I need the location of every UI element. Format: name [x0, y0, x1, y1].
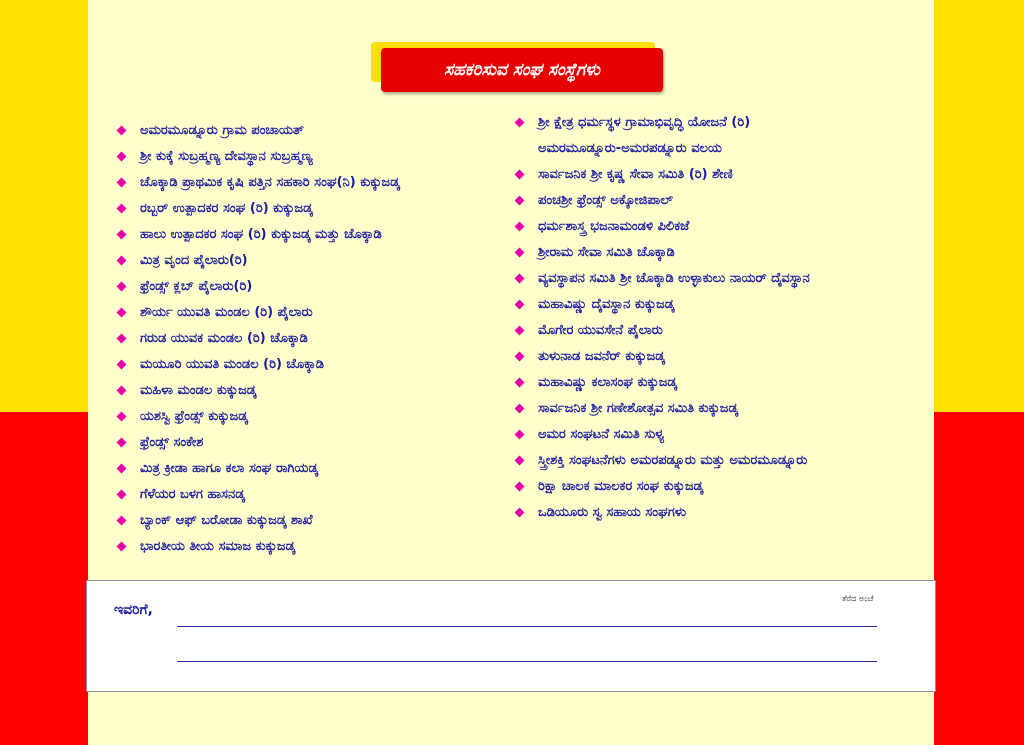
- diamond-bullet-icon: [515, 170, 525, 180]
- diamond-bullet-icon: [515, 430, 525, 440]
- list-item-text: ಒಡಿಯೂರು ಸ್ವ ಸಹಾಯ ಸಂಘಗಳು: [538, 505, 687, 520]
- list-item: [118, 222, 400, 248]
- diamond-bullet-icon: [515, 378, 525, 388]
- diamond-bullet-icon: [117, 516, 127, 526]
- list-item-text: ರಿಕ್ಷಾ ಚಾಲಕ ಮಾಲಕರ ಸಂಘ ಕುಕ್ಕುಜಡ್ಕ: [538, 479, 704, 494]
- diamond-bullet-icon: [515, 222, 525, 232]
- list-item: [118, 404, 400, 430]
- diamond-bullet-icon: [515, 352, 525, 362]
- diamond-bullet-icon: [117, 230, 127, 240]
- diamond-bullet-icon: [117, 126, 127, 136]
- right-red-band: [934, 412, 1024, 745]
- address-box: [86, 580, 936, 692]
- diamond-bullet-icon: [117, 334, 127, 344]
- list-item: [516, 344, 810, 370]
- address-line: [177, 626, 877, 627]
- diamond-bullet-icon: [515, 456, 525, 466]
- list-item-text: ಫ್ರೆಂಡ್ಸ್ ಕ್ಲಬ್ ಪೈಲಾರು(ರಿ): [140, 279, 253, 294]
- list-item: [118, 118, 400, 144]
- list-item-text: ಮಹಾವಿಷ್ಣು ಕಲಾಸಂಘ ಕುಕ್ಕುಜಡ್ಕ: [538, 375, 677, 390]
- list-item-text: ಗರುಡ ಯುವಕ ಮಂಡಲ (ರಿ) ಚೊಕ್ಕಾಡಿ: [140, 331, 308, 346]
- list-item: [516, 240, 810, 266]
- list-item: [118, 326, 400, 352]
- diamond-bullet-icon: [117, 542, 127, 552]
- diamond-bullet-icon: [117, 308, 127, 318]
- list-item: [118, 144, 400, 170]
- list-item-text: ಅಮರಮೂಡ್ನೂರು ಗ್ರಾಮ ಪಂಚಾಯತ್: [140, 123, 304, 138]
- list-item: [118, 508, 400, 534]
- list-item-text: ಪಂಚಶ್ರೀ ಫ್ರೆಂಡ್ಸ್ ಅಕ್ಕೋಜಿಪಾಲ್: [538, 193, 673, 208]
- right-organization-list: [516, 110, 810, 526]
- diamond-bullet-icon: [515, 508, 525, 518]
- diamond-bullet-icon: [117, 282, 127, 292]
- list-item-text: ಸಾರ್ವಜನಿಕ ಶ್ರೀ ಕೃಷ್ಣ ಸೇವಾ ಸಮಿತಿ (ರಿ) ಶೇಣಿ: [538, 167, 733, 182]
- diamond-bullet-icon: [515, 482, 525, 492]
- list-item: [516, 266, 810, 292]
- diamond-bullet-icon: [515, 326, 525, 336]
- list-item: [118, 534, 400, 560]
- list-item: [118, 170, 400, 196]
- diamond-bullet-icon: [515, 118, 525, 128]
- address-to-label: ಇವರಿಗೆ,: [114, 602, 153, 618]
- list-item-text: ಮಹಾವಿಷ್ಣು ದೈವಸ್ಥಾನ ಕುಕ್ಕುಜಡ್ಕ: [538, 297, 675, 312]
- list-item: [118, 378, 400, 404]
- diamond-bullet-icon: [515, 300, 525, 310]
- list-item-text: ಬ್ಯಾಂಕ್ ಆಫ್ ಬರೋಡಾ ಕುಕ್ಕುಜಡ್ಕ ಶಾಖೆ: [140, 513, 313, 528]
- list-item-text: ಶ್ರೀ ಕ್ಷೇತ್ರ ಧರ್ಮಸ್ಥಳ ಗ್ರಾಮಾಭಿವೃದ್ಧಿ ಯೋಜನೆ (ರಿ): [538, 115, 751, 130]
- list-item: [118, 430, 400, 456]
- list-item-text: ಯಶಸ್ವಿ ಫ್ರೆಂಡ್ಸ್ ಕುಕ್ಕುಜಡ್ಕ: [140, 409, 248, 424]
- list-item-text: ತುಳುನಾಡ ಜವನೆರ್ ಕುಕ್ಕುಜಡ್ಕ: [538, 349, 665, 364]
- diamond-bullet-icon: [117, 412, 127, 422]
- list-item-text: ಗೆಳೆಯರ ಬಳಗ ಹಾಸನಡ್ಕ: [140, 487, 245, 502]
- diamond-bullet-icon: [515, 404, 525, 414]
- list-item: [118, 456, 400, 482]
- diamond-bullet-icon: [117, 204, 127, 214]
- postage-label: ತೆರೆದ ಅಂಚೆ: [842, 594, 874, 603]
- list-item-text: ಚೊಕ್ಕಾಡಿ ಪ್ರಾಥಮಿಕ ಕೃಷಿ ಪತ್ತಿನ ಸಹಕಾರಿ ಸಂಘ(ನಿ) ಕುಕ್ಕುಜಡ್ಕ: [140, 175, 400, 190]
- diamond-bullet-icon: [117, 490, 127, 500]
- list-item-text: ಮಹಿಳಾ ಮಂಡಲ ಕುಕ್ಕುಜಡ್ಕ: [140, 383, 257, 398]
- left-red-band: [0, 412, 88, 745]
- list-item-text: ಶೌರ್ಯ ಯುವತಿ ಮಂಡಲ (ರಿ) ಪೈಲಾರು: [140, 305, 313, 320]
- list-item-text: ಮಿತ್ರ ವೃಂದ ಪೈಲಾರು(ರಿ): [140, 253, 248, 268]
- list-item-text: ಮಯೂರಿ ಯುವತಿ ಮಂಡಲ (ರಿ) ಚೊಕ್ಕಾಡಿ: [140, 357, 324, 372]
- list-item: [516, 162, 810, 188]
- list-item-text: ಸಾರ್ವಜನಿಕ ಶ್ರೀ ಗಣೇಶೋತ್ಸವ ಸಮಿತಿ ಕುಕ್ಕುಜಡ್ಕ: [538, 401, 739, 416]
- list-item: [516, 318, 810, 344]
- list-item-text: ಶ್ರೀರಾಮ ಸೇವಾ ಸಮಿತಿ ಚೊಕ್ಕಾಡಿ: [538, 245, 675, 260]
- diamond-bullet-icon: [117, 256, 127, 266]
- list-item-text: ವ್ಯವಸ್ಥಾಪನ ಸಮಿತಿ ಶ್ರೀ ಚೊಕ್ಕಾಡಿ ಉಳ್ಳಾಕುಲು ನಾಯರ್ ದೈವಸ್ಥಾನ: [538, 271, 810, 286]
- right-yellow-band: [934, 0, 1024, 412]
- list-item-text: ಫ್ರೆಂಡ್ಸ್ ಸಂಕೇಶ: [140, 435, 204, 450]
- list-item-text: ಧರ್ಮಶಾಸ್ತ್ರ ಭಜನಾಮಂಡಳಿ ಪಿಲಿಕಜೆ: [538, 219, 690, 234]
- list-item: [516, 448, 810, 474]
- list-item: [516, 474, 810, 500]
- diamond-bullet-icon: [515, 274, 525, 284]
- list-item: [118, 274, 400, 300]
- list-item: [118, 196, 400, 222]
- list-item: [516, 500, 810, 526]
- diamond-bullet-icon: [515, 196, 525, 206]
- diamond-bullet-icon: [117, 386, 127, 396]
- list-item-text: ರಬ್ಬರ್ ಉತ್ಪಾದಕರ ಸಂಘ (ರಿ) ಕುಕ್ಕುಜಡ್ಕ: [140, 201, 313, 216]
- left-yellow-band: [0, 0, 88, 412]
- diamond-bullet-icon: [515, 248, 525, 258]
- list-item: [118, 248, 400, 274]
- list-item: [118, 300, 400, 326]
- list-item: [516, 396, 810, 422]
- diamond-bullet-icon: [117, 464, 127, 474]
- list-item: [516, 110, 810, 136]
- list-item: [118, 482, 400, 508]
- list-item: [516, 292, 810, 318]
- list-item: [516, 422, 810, 448]
- address-line: [177, 661, 877, 662]
- list-item-continuation: [516, 136, 810, 162]
- list-item-text: ಸ್ತ್ರೀಶಕ್ತಿ ಸಂಘಟನೆಗಳು ಅಮರಪಡ್ನೂರು ಮತ್ತು ಅಮರಮೂಡ್ನೂರು: [538, 453, 808, 468]
- list-item: [516, 188, 810, 214]
- list-item-text: ಅಮರಮೂಡ್ನೂರು-ಅಮರಪಡ್ನೂರು ವಲಯ: [538, 141, 722, 156]
- diamond-bullet-icon: [117, 438, 127, 448]
- left-organization-list: [118, 118, 400, 560]
- list-item: [118, 352, 400, 378]
- list-item: [516, 370, 810, 396]
- diamond-bullet-icon: [117, 178, 127, 188]
- list-item-text: ಭಾರತೀಯ ತೀಯ ಸಮಾಜ ಕುಕ್ಕುಜಡ್ಕ: [140, 539, 296, 554]
- page-title: ಸಹಕರಿಸುವ ಸಂಘ ಸಂಸ್ಥೆಗಳು: [381, 48, 663, 92]
- diamond-bullet-icon: [117, 152, 127, 162]
- list-item-text: ಶ್ರೀ ಕುಕ್ಕೆ ಸುಬ್ರಹ್ಮಣ್ಯ ದೇವಸ್ಥಾನ ಸುಬ್ರಹ್ಮಣ್ಯ: [140, 149, 313, 164]
- list-item-text: ಅಮರ ಸಂಘಟನೆ ಸಮಿತಿ ಸುಳ್ಯ: [538, 427, 665, 442]
- list-item-text: ಮೊಗೇರ ಯುವಸೇನೆ ಪೈಲಾರು: [538, 323, 663, 338]
- diamond-bullet-icon: [117, 360, 127, 370]
- list-item-text: ಮಿತ್ರ ಕ್ರೀಡಾ ಹಾಗೂ ಕಲಾ ಸಂಘ ರಾಗಿಯಡ್ಕ: [140, 461, 318, 476]
- list-item-text: ಹಾಲು ಉತ್ಪಾದಕರ ಸಂಘ (ರಿ) ಕುಕ್ಕುಜಡ್ಕ ಮತ್ತು ಚೊಕ್ಕಾಡಿ: [140, 227, 382, 242]
- list-item: [516, 214, 810, 240]
